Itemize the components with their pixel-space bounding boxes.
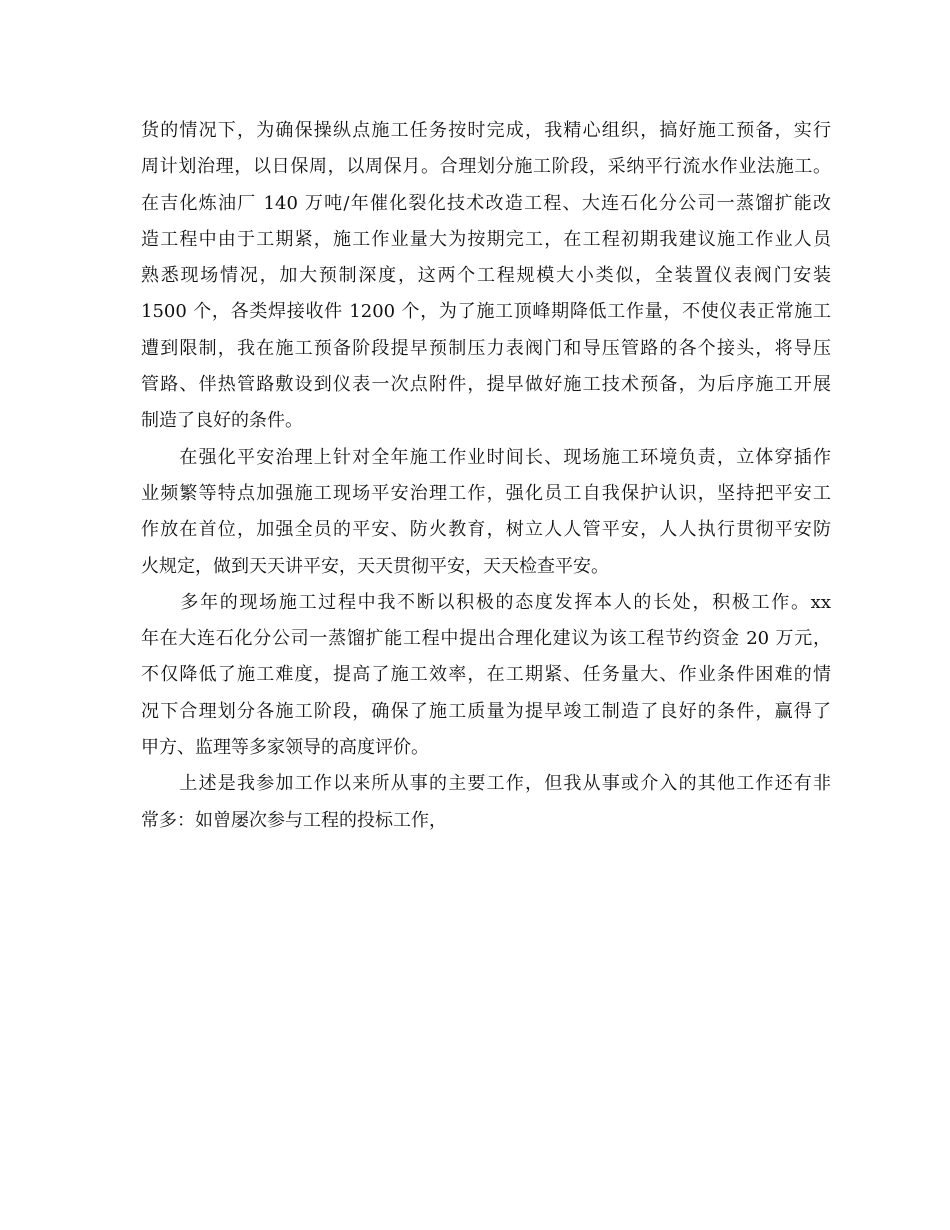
text-line: 货的情况下，为确保操纵点施工任务按时完成，我精心组织，搞好施工预备，实行 bbox=[141, 120, 831, 141]
text-line: 多年的现场施工过程中我不断以积极的态度发挥本人的长处，积极工作。xx bbox=[141, 591, 831, 613]
text-line: 甲方、监理等多家领导的高度评价。 bbox=[141, 737, 429, 759]
text-line: 不仅降低了施工难度，提高了施工效率，在工期紧、任务量大、作业条件困难的情 bbox=[141, 664, 831, 686]
paragraph bbox=[141, 440, 831, 585]
text-line: 业频繁等特点加强施工现场平安治理工作，强化员工自我保护认识，坚持把平安工 bbox=[141, 482, 831, 504]
document-body bbox=[141, 113, 831, 839]
text-line: 年在大连石化分公司一蒸馏扩能工程中提出合理化建议为该工程节约资金 20 万元， bbox=[141, 628, 831, 650]
text-line: 常多：如曾屡次参与工程的投标工作， bbox=[141, 809, 447, 831]
text-line: 1500 个，各类焊接收件 1200 个，为了施工顶峰期降低工作量，不使仪表正常施工 bbox=[141, 301, 831, 323]
paragraph bbox=[141, 766, 831, 839]
text-line: 制造了良好的条件。 bbox=[141, 410, 303, 432]
text-line: 上述是我参加工作以来所从事的主要工作，但我从事或介入的其他工作还有非 bbox=[141, 773, 831, 795]
text-line: 造工程中由于工期紧，施工作业量大为按期完工，在工程初期我建议施工作业人员 bbox=[141, 228, 831, 250]
text-line: 遭到限制，我在施工预备阶段提早预制压力表阀门和导压管路的各个接头，将导压 bbox=[141, 337, 831, 359]
text-line: 作放在首位，加强全员的平安、防火教育，树立人人管平安，人人执行贯彻平安防 bbox=[141, 519, 831, 541]
text-line: 管路、伴热管路敷设到仪表一次点附件，提早做好施工技术预备，为后序施工开展 bbox=[141, 374, 831, 396]
text-line: 周计划治理，以日保周，以周保月。合理划分施工阶段，采纳平行流水作业法施工。 bbox=[141, 156, 831, 178]
paragraph bbox=[141, 585, 831, 766]
text-line: 在强化平安治理上针对全年施工作业时间长、现场施工环境负责，立体穿插作 bbox=[141, 446, 831, 468]
paragraph bbox=[141, 113, 831, 440]
text-line: 熟悉现场情况，加大预制深度，这两个工程规模大小类似，全装置仪表阀门安装 bbox=[141, 265, 831, 287]
text-line: 在吉化炼油厂 140 万吨/年催化裂化技术改造工程、大连石化分公司一蒸馏扩能改 bbox=[141, 192, 831, 214]
text-line: 火规定，做到天天讲平安，天天贯彻平安，天天检查平安。 bbox=[141, 555, 609, 577]
text-line: 况下合理划分各施工阶段，确保了施工质量为提早竣工制造了良好的条件，赢得了 bbox=[141, 700, 831, 722]
